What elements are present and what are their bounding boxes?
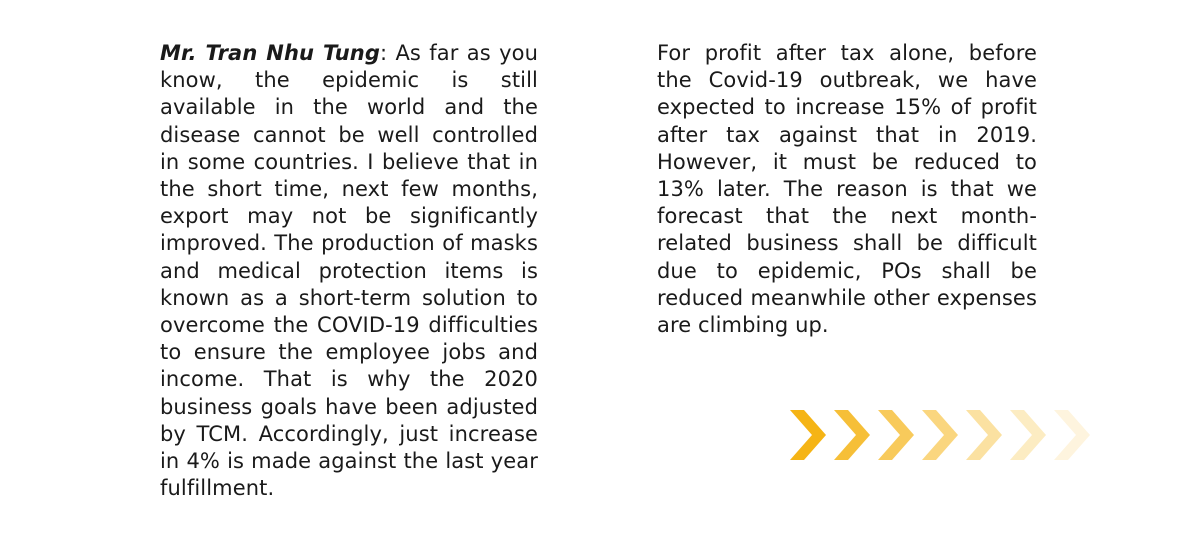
speaker-name: Mr. Tran Nhu Tung xyxy=(160,41,380,65)
chevron-right-icon xyxy=(878,410,914,460)
speaker-separator: : xyxy=(379,41,396,65)
chevron-right-icon xyxy=(1054,410,1090,460)
interview-column-left xyxy=(160,40,538,502)
chevron-right-icon xyxy=(922,410,958,460)
answer-text-left: As far as you know, the epidemic is still available in the world and the disease cannot be well controlled in some countries. I believe that in the short time, next few months, export may not be significantly improved. The production of masks and medical protection items is known as a short-term solution to overcome the COVID-19 difficulties to ensure the employee jobs and income. That is why the 2020 business goals have been adjusted by TCM. Accordingly, just increase in 4% is made against the last year fulfillment. xyxy=(160,41,538,501)
answer-text-right: For profit after tax alone, before the Covid-19 outbreak, we have expected to increase 15% of profit after tax against that in 2019. However, it must be reduced to 13% later. The reason is that we forecast that the next month-related business shall be difficult due to epidemic, POs shall be reduced meanwhile other expenses are climbing up. xyxy=(657,41,1037,338)
chevron-right-icon xyxy=(966,410,1002,460)
chevron-right-icon xyxy=(790,410,826,460)
chevron-arrows-decoration xyxy=(790,408,1100,462)
chevron-right-icon xyxy=(834,410,870,460)
interview-column-right xyxy=(657,40,1037,339)
chevron-right-icon xyxy=(1010,410,1046,460)
